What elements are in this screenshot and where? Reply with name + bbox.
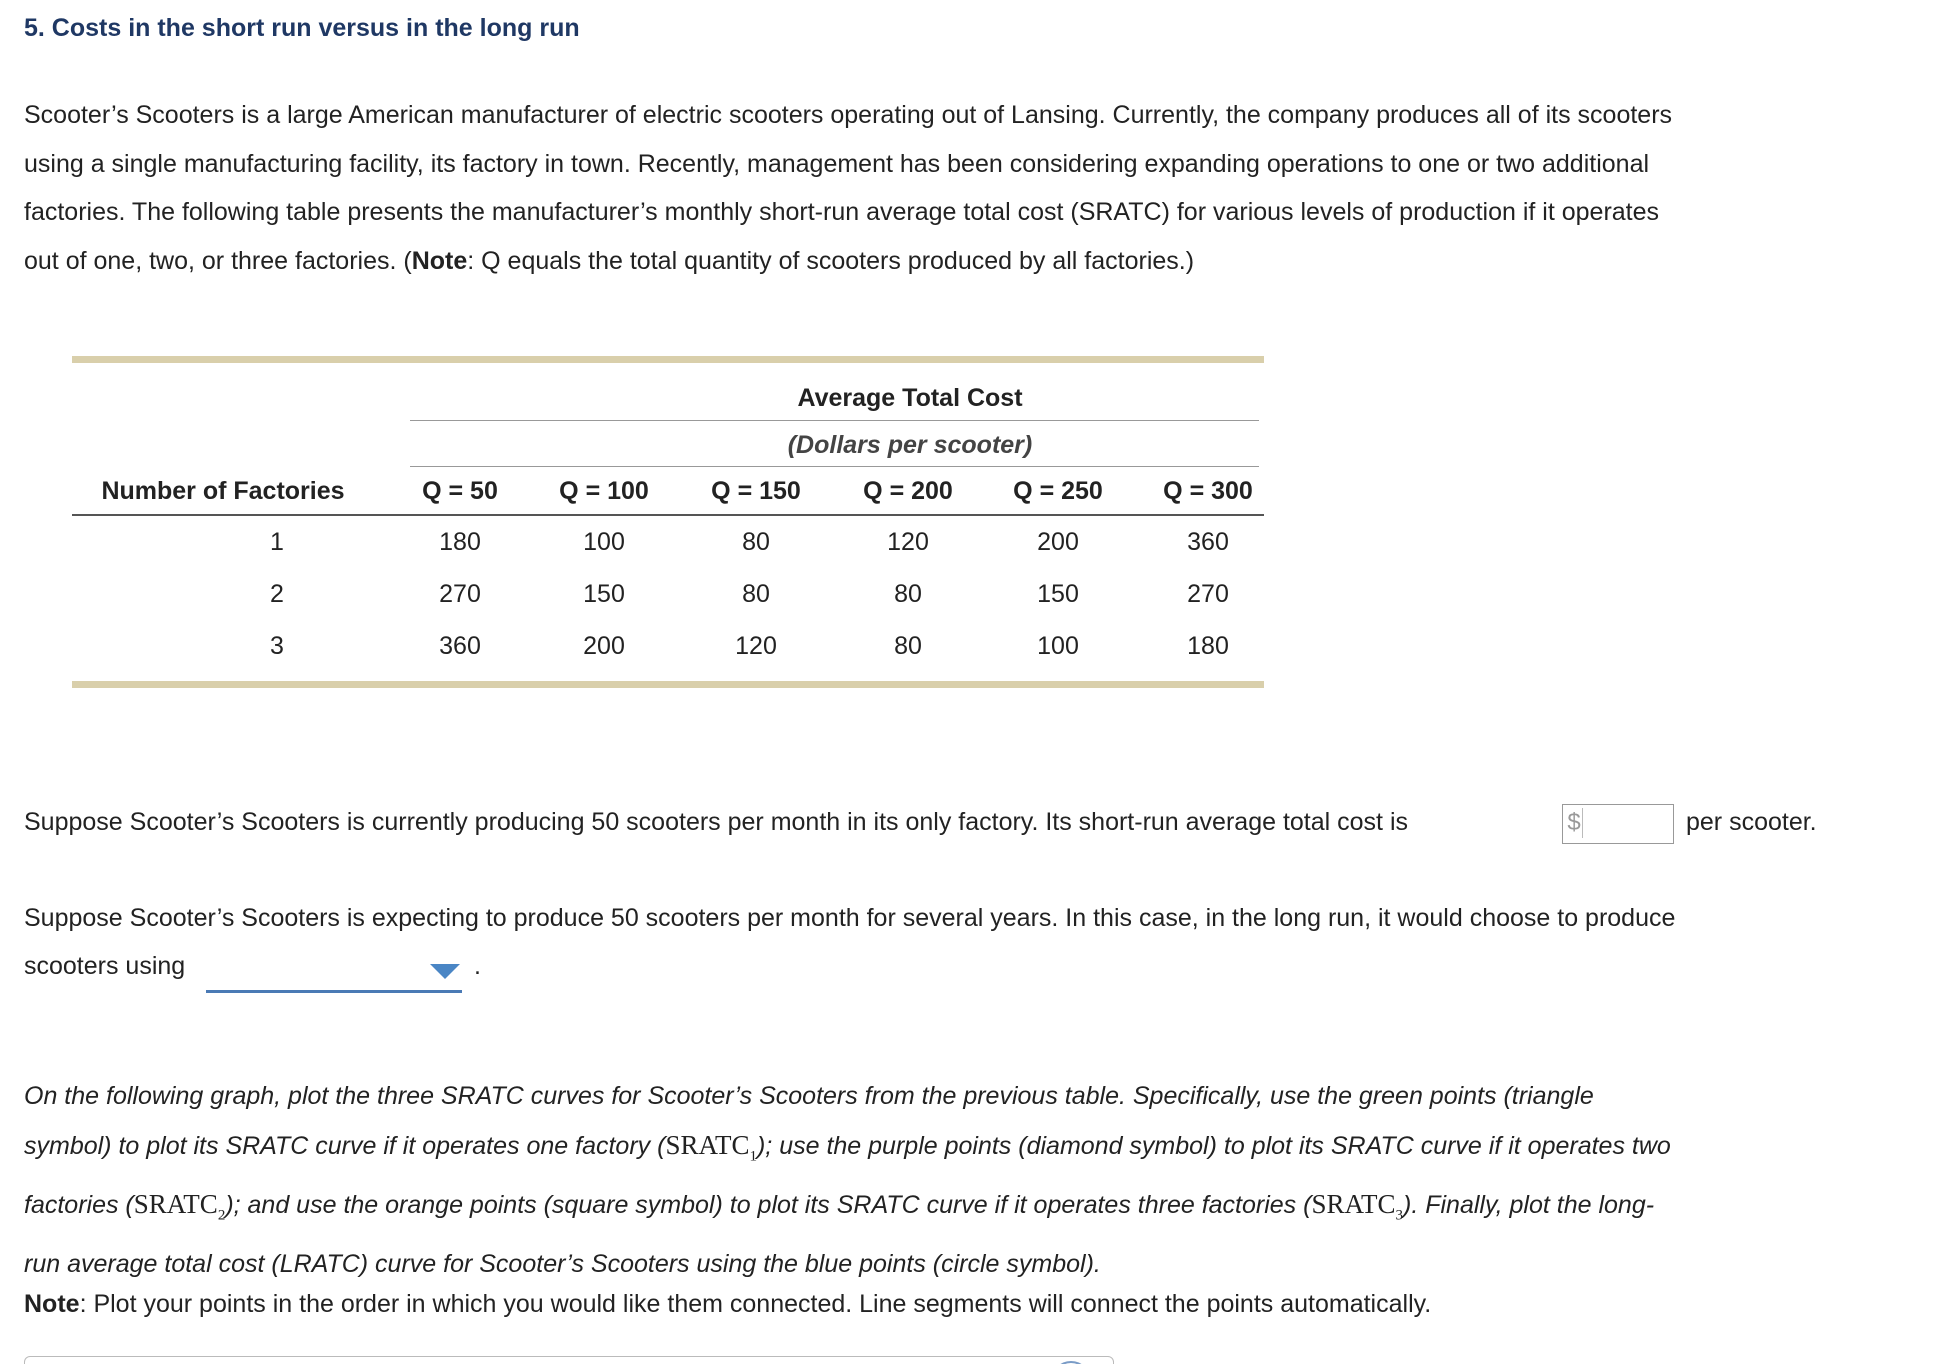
table-header-rule — [72, 514, 1264, 516]
sratc-answer-field[interactable] — [1562, 804, 1674, 844]
instruction-text: ). Finally, plot the long- — [1403, 1191, 1655, 1220]
intro-line: factories. The following table presents the manufacturer’s monthly short-run average total cost (SRATC) for various levels of production if it operates — [24, 198, 1660, 226]
table-cell: 360 — [1187, 528, 1229, 556]
intro-paragraph — [24, 91, 1904, 285]
table-cell: 180 — [439, 528, 481, 556]
table-cell: 80 — [894, 632, 922, 660]
table-cell: 120 — [887, 528, 929, 556]
column-header: Q = 300 — [1163, 477, 1253, 505]
table-cell: 270 — [1187, 580, 1229, 608]
sratc-text: SRATC — [1311, 1189, 1396, 1220]
subscript: 1 — [749, 1147, 757, 1164]
table-cell: 80 — [742, 580, 770, 608]
factories-cell: 3 — [270, 632, 284, 660]
question-2-text: scooters using — [24, 952, 186, 980]
table-cell: 150 — [583, 580, 625, 608]
question-2-period: . — [474, 952, 481, 980]
note-bold: Note — [24, 1290, 80, 1318]
table-cell: 270 — [439, 580, 481, 608]
factories-cell: 2 — [270, 580, 284, 608]
intro-line: using a single manufacturing facility, its factory in town. Recently, management has been considering expanding operations to one or two additional — [24, 149, 1650, 178]
table-cell: 150 — [1037, 580, 1079, 608]
graph-instructions — [24, 1072, 1914, 1289]
plot-note — [24, 1290, 1431, 1319]
subscript: 3 — [1395, 1207, 1404, 1224]
instruction-line — [24, 1180, 1914, 1240]
table-bottom-border — [72, 681, 1264, 688]
table-cell: 180 — [1187, 632, 1229, 660]
table-cell: 360 — [439, 632, 481, 660]
question-2-text: Suppose Scooter’s Scooters is expecting to produce 50 scooters per month for several years. In this case, in the long run, it would choose to produce — [24, 904, 1676, 932]
sratc1-label — [665, 1129, 757, 1164]
sratc2-label — [133, 1189, 226, 1224]
table-group-subheader: (Dollars per scooter) — [787, 431, 1033, 459]
column-header: Q = 250 — [1013, 477, 1103, 505]
dollar-sign-icon: $ — [1566, 808, 1583, 838]
instruction-line: run average total cost (LRATC) curve for Scooter’s Scooters using the blue points (circle symbol). — [24, 1250, 1101, 1279]
table-group-header: Average Total Cost — [797, 384, 1023, 412]
factories-cell: 1 — [270, 528, 284, 556]
instruction-text: ); use the purple points (diamond symbol) to plot its SRATC curve if it operates two — [756, 1131, 1671, 1160]
note-text: : Plot your points in the order in which you would like them connected. Line segments will connect the points automatically. — [79, 1290, 1432, 1318]
table-top-border — [72, 356, 1264, 363]
section-heading: 5. Costs in the short run versus in the long run — [24, 14, 580, 42]
sratc-answer-input[interactable] — [1585, 807, 1675, 841]
table-cell: 100 — [583, 528, 625, 556]
intro-text: : Q equals the total quantity of scooters produced by all factories.) — [467, 246, 1195, 275]
table-cell: 200 — [1037, 528, 1079, 556]
column-header: Q = 200 — [863, 477, 953, 505]
instruction-line — [24, 1121, 1914, 1181]
table-cell: 80 — [742, 528, 770, 556]
table-cell: 80 — [894, 580, 922, 608]
column-header: Q = 50 — [422, 477, 498, 505]
question-1-text: Suppose Scooter’s Scooters is currently producing 50 scooters per month in its only factory. Its short-run average total cost is — [24, 808, 1408, 836]
instruction-text: symbol) to plot its SRATC curve if it operates one factory ( — [24, 1131, 666, 1160]
sratc3-label — [1311, 1189, 1404, 1224]
table-divider — [410, 466, 1259, 467]
graph-panel[interactable] — [24, 1356, 1114, 1364]
instruction-line: On the following graph, plot the three SRATC curves for Scooter’s Scooters from the previous table. Specifically, use the green points (triangle — [24, 1082, 1594, 1110]
sratc-text: SRATC — [665, 1129, 750, 1160]
table-divider — [410, 420, 1259, 421]
sratc-text: SRATC — [133, 1189, 218, 1220]
table-cell: 100 — [1037, 632, 1079, 660]
instruction-text: factories ( — [24, 1191, 134, 1220]
factories-dropdown[interactable] — [206, 956, 462, 993]
table-cell: 200 — [583, 632, 625, 660]
intro-line: Scooter’s Scooters is a large American manufacturer of electric scooters operating out of Lansing. Currently, the company produces all of its scooters — [24, 101, 1673, 129]
table-cell: 120 — [735, 632, 777, 660]
intro-text: out of one, two, or three factories. ( — [24, 246, 412, 275]
subscript: 2 — [217, 1207, 226, 1224]
column-header: Q = 150 — [711, 477, 801, 505]
question-1-suffix: per scooter. — [1686, 808, 1817, 836]
intro-line-last — [24, 237, 1904, 286]
chevron-down-icon[interactable] — [430, 964, 460, 979]
column-header: Q = 100 — [559, 477, 649, 505]
row-header: Number of Factories — [101, 477, 345, 505]
instruction-text: ); and use the orange points (square symbol) to plot its SRATC curve if it operates three factories ( — [225, 1191, 1312, 1220]
note-bold: Note — [411, 246, 468, 275]
